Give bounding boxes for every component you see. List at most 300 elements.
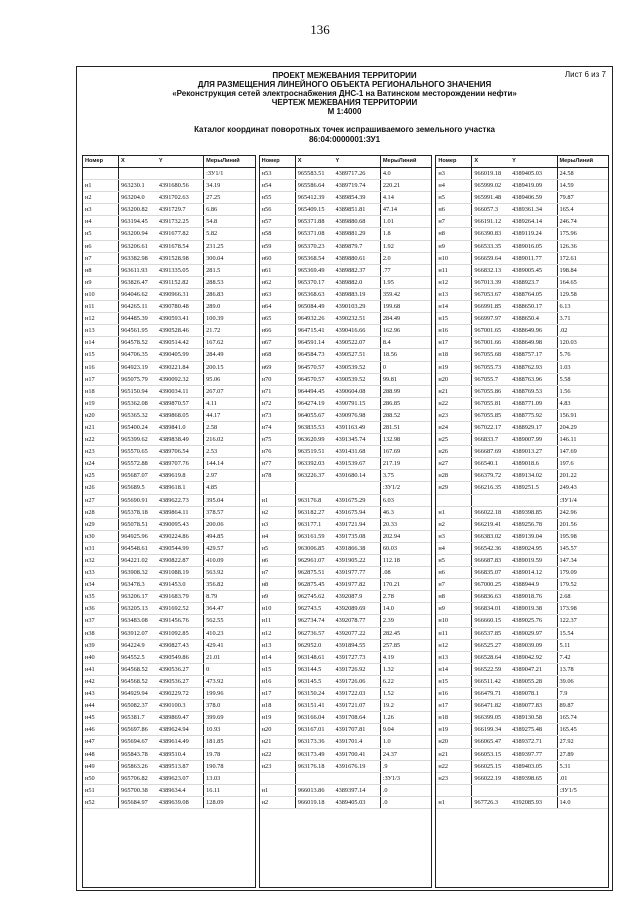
line-length: 429.57 — [203, 543, 255, 554]
coord-y: 4389883.19 — [335, 290, 366, 298]
coord-y: 4389623.07 — [158, 774, 189, 782]
drawing-title: ЧЕРТЕЖ МЕЖЕВАНИЯ ТЕРРИТОРИИ — [271, 98, 418, 107]
coord-y: 4390822.87 — [158, 557, 189, 564]
coord-y: 4390232.51 — [335, 315, 366, 323]
line-length: 1.8 — [380, 228, 432, 239]
coord-x: 964570.57 — [297, 363, 325, 371]
coord-y: 4390095.43 — [158, 520, 189, 528]
table-row — [83, 579, 255, 591]
line-length: 147.34 — [557, 555, 609, 566]
line-length: 170.21 — [380, 579, 432, 590]
coord-x: 966832.13 — [474, 266, 502, 274]
coord-x — [472, 495, 510, 506]
table-row — [260, 434, 432, 446]
coord-y: 4389868.05 — [158, 411, 189, 419]
line-length: 5.58 — [557, 374, 609, 385]
table-row — [260, 712, 432, 724]
coord-x: 965586.64 — [297, 182, 325, 190]
point-number: н17 — [436, 700, 472, 711]
coord-y: 4389134.02 — [512, 472, 543, 480]
coord-x: 963478.3 — [121, 581, 145, 589]
point-number: н48 — [83, 749, 119, 760]
point-number: н29 — [436, 482, 472, 493]
column-header — [260, 156, 432, 168]
line-length: 3.71 — [557, 313, 609, 324]
coord-x: 967013.39 — [474, 278, 502, 286]
point-number: н16 — [436, 325, 472, 336]
line-length: 1.03 — [557, 362, 609, 373]
point-number: н7 — [260, 567, 296, 578]
coord-x: 966383.02 — [474, 532, 502, 540]
coord-y: 4389706.54 — [158, 448, 189, 456]
coord-y: 4389055.28 — [512, 677, 543, 685]
point-number: н1 — [260, 785, 296, 796]
coord-y: 4391894.55 — [335, 641, 366, 649]
coord-y: 4391977.77 — [335, 569, 366, 577]
coord-y: 4388649.98 — [512, 339, 543, 347]
coord-x: 963620.99 — [297, 436, 325, 444]
point-number: н9 — [436, 241, 472, 252]
table-row — [436, 241, 608, 253]
coord-y: 4390827.43 — [158, 641, 189, 649]
coord-y: 4389024.95 — [512, 544, 543, 552]
coord-x: 964046.62 — [121, 290, 148, 298]
line-length: 1.0 — [380, 736, 432, 747]
project-title: ПРОЕКТ МЕЖЕВАНИЯ ТЕРРИТОРИИ — [272, 71, 417, 80]
line-length: 8.79 — [203, 591, 255, 602]
table-row — [260, 422, 432, 434]
line-length: :ЗУ1/1 — [203, 168, 255, 179]
point-number: н66 — [260, 325, 296, 336]
coord-y: 4390593.41 — [158, 315, 189, 323]
table-row — [260, 446, 432, 458]
table-row — [436, 313, 608, 325]
coord-y: 4389841.0 — [158, 423, 186, 431]
coord-x: 963194.45 — [121, 218, 148, 226]
header-number: Номер — [260, 156, 296, 167]
coord-x: 963148.61 — [297, 653, 325, 661]
coord-y: 4389264.14 — [512, 218, 543, 226]
table-row — [436, 712, 608, 724]
line-length: 4.11 — [203, 398, 255, 409]
line-length: 120.03 — [557, 337, 609, 348]
table-row — [83, 567, 255, 579]
coord-x: 963166.04 — [297, 714, 325, 722]
table-row — [436, 216, 608, 228]
table-row — [83, 325, 255, 337]
coord-x: 966013.86 — [297, 786, 325, 794]
line-length: 281.5 — [203, 265, 255, 276]
coord-x: 965843.78 — [121, 750, 148, 758]
coord-y: 4389880.61 — [335, 254, 366, 262]
coord-y: 4391092.85 — [158, 629, 189, 637]
coord-y: 4389018.76 — [512, 593, 543, 601]
point-number: н13 — [83, 325, 119, 336]
coord-y: 4388650.4 — [512, 315, 539, 323]
coord-x: 966687.69 — [474, 448, 502, 456]
table-row — [83, 736, 255, 748]
table-row — [83, 349, 255, 361]
coord-x: 966057.3 — [474, 206, 499, 214]
coord-x: 965684.97 — [121, 798, 148, 806]
table-row — [260, 216, 432, 228]
table-row — [83, 204, 255, 216]
coord-y: 4392087.9 — [335, 593, 363, 601]
line-length: 6.86 — [203, 204, 255, 215]
drawing-scale: М 1:4000 — [327, 107, 362, 116]
point-number: н77 — [260, 458, 296, 469]
coord-y: 4392085.93 — [512, 798, 543, 806]
point-number: н16 — [436, 688, 472, 699]
line-length: 4.14 — [380, 192, 432, 203]
table-row — [83, 785, 255, 797]
line-length: 10.93 — [203, 724, 255, 735]
coord-x: 966997.97 — [474, 315, 502, 323]
coord-x: 966834.01 — [474, 605, 502, 613]
coord-y: 4390780.48 — [158, 303, 189, 311]
point-number: н28 — [436, 470, 472, 481]
coord-y: 4390544.99 — [158, 544, 189, 552]
coord-x: 964485.39 — [121, 315, 148, 323]
table-row — [260, 204, 432, 216]
table-row — [436, 567, 608, 579]
table-row — [436, 652, 608, 664]
coord-y: 4391677.82 — [158, 230, 189, 238]
line-length: 0 — [380, 362, 432, 373]
coord-x: 966022.19 — [474, 774, 502, 782]
header-length: МерыЛиний — [203, 156, 255, 167]
point-number: н21 — [260, 736, 296, 747]
table-row — [260, 688, 432, 700]
point-number: н43 — [83, 688, 119, 699]
point-number: н3 — [83, 204, 119, 215]
coord-x — [472, 785, 510, 796]
point-number: н51 — [83, 785, 119, 796]
coord-y: 4391680.56 — [158, 182, 189, 190]
table-row — [436, 277, 608, 289]
coord-y: 4391335.05 — [158, 266, 189, 274]
coord-y: 4389717.26 — [335, 170, 366, 177]
point-number: н58 — [260, 228, 296, 239]
coord-x: 964055.67 — [297, 411, 325, 419]
line-length: :ЗУ1/4 — [557, 495, 609, 506]
coord-y: 4389130.58 — [512, 714, 543, 722]
point-number: н3 — [436, 531, 472, 542]
coord-x: 965700.38 — [121, 786, 148, 794]
line-length: 284.49 — [380, 313, 432, 324]
point-number: н9 — [83, 277, 119, 288]
catalog-column — [435, 155, 609, 888]
line-length: 198.84 — [557, 265, 609, 276]
coord-y: 4389882.37 — [335, 266, 366, 274]
coord-y: 4390527.51 — [335, 351, 366, 359]
table-row — [260, 241, 432, 253]
table-row — [260, 543, 432, 555]
point-number: н3 — [436, 168, 472, 179]
table-row — [260, 797, 432, 809]
line-length: :ЗУ1/5 — [557, 785, 609, 796]
point-number: н7 — [436, 579, 472, 590]
coord-x: 965572.88 — [121, 460, 148, 468]
coord-y: 4391528.98 — [158, 254, 189, 262]
point-number: н14 — [260, 652, 296, 663]
coord-x: 965381.7 — [121, 714, 145, 722]
coord-x: 965369.49 — [297, 266, 325, 274]
table-row — [260, 289, 432, 301]
coord-y: 4392089.69 — [335, 605, 366, 613]
line-length: 1.52 — [380, 688, 432, 699]
coord-y: 4391735.08 — [335, 532, 366, 540]
coord-y: 4389397.77 — [512, 750, 543, 758]
line-length: .02 — [557, 325, 609, 336]
coord-x: 967055.81 — [474, 399, 502, 407]
coord-x: 966199.34 — [474, 726, 502, 734]
point-number: н23 — [436, 410, 472, 421]
point-number: н61 — [260, 265, 296, 276]
coord-x: 967055.85 — [474, 411, 502, 419]
coord-y: 4388944.9 — [512, 581, 539, 589]
line-length: 167.62 — [203, 337, 255, 348]
point-number: н16 — [260, 676, 296, 687]
coord-y: 4389119.24 — [512, 230, 542, 238]
coord-x: 963908.32 — [121, 569, 148, 577]
table-row — [260, 301, 432, 313]
table-row — [83, 241, 255, 253]
point-number — [260, 773, 296, 784]
line-length: 286.83 — [203, 289, 255, 300]
coord-x: 965399.62 — [121, 436, 148, 444]
table-row — [83, 761, 255, 773]
line-length: 284.49 — [203, 349, 255, 360]
point-number: н27 — [436, 458, 472, 469]
coord-x — [119, 168, 157, 179]
coord-x: 964494.45 — [297, 387, 325, 395]
coord-x: 964561.95 — [121, 327, 148, 335]
coord-y: 4391722.03 — [335, 690, 366, 698]
point-number: н13 — [260, 640, 296, 651]
line-length: 14.0 — [557, 797, 609, 808]
table-row — [260, 567, 432, 579]
table-row — [260, 458, 432, 470]
coord-y: 4389864.11 — [158, 508, 189, 516]
table-row — [436, 615, 608, 627]
table-row — [83, 640, 255, 652]
coord-y: 4389622.73 — [158, 496, 189, 504]
coord-y: 4389619.8 — [158, 472, 186, 480]
line-length: 494.85 — [203, 531, 255, 542]
line-length: 242.96 — [557, 507, 609, 518]
line-length: 204.29 — [557, 422, 609, 433]
coord-x: 962952.0 — [297, 641, 322, 649]
coord-x: 963483.08 — [121, 617, 148, 625]
point-number: н5 — [83, 228, 119, 239]
point-number — [83, 168, 119, 179]
coord-x: 965075.79 — [121, 375, 148, 383]
point-number: н20 — [83, 410, 119, 421]
table-row — [83, 470, 255, 482]
line-length: 181.85 — [203, 736, 255, 747]
line-length: .0 — [380, 785, 432, 796]
coord-y: 4390549.86 — [158, 653, 189, 661]
coord-y: 4389016.05 — [512, 242, 543, 250]
table-row — [436, 785, 608, 797]
line-length: 288.99 — [380, 386, 432, 397]
coord-y: 4389854.39 — [335, 194, 366, 202]
table-row — [436, 192, 608, 204]
point-number: н19 — [436, 362, 472, 373]
line-length: 6.13 — [557, 301, 609, 312]
coord-x: 964568.52 — [121, 665, 148, 673]
point-number: н4 — [436, 180, 472, 191]
line-length: .01 — [557, 773, 609, 784]
line-length: 21.72 — [203, 325, 255, 336]
coord-y: 4391088.19 — [158, 569, 189, 577]
coord-x: 965697.86 — [121, 726, 148, 734]
coord-x: 963835.53 — [297, 423, 325, 431]
line-length: 359.42 — [380, 289, 432, 300]
table-row — [260, 495, 432, 507]
point-number: н21 — [83, 422, 119, 433]
table-row — [83, 749, 255, 761]
line-length: 216.02 — [203, 434, 255, 445]
coord-y: 4391675.94 — [335, 508, 366, 516]
coord-x: 965078.51 — [121, 520, 148, 528]
point-number: н69 — [260, 362, 296, 373]
line-length: 167.69 — [380, 446, 432, 457]
table-row — [260, 374, 432, 386]
table-row — [260, 265, 432, 277]
table-row — [260, 676, 432, 688]
line-length: :ЗУ1/2 — [380, 482, 432, 493]
coord-x: 964923.19 — [121, 363, 148, 371]
table-row — [436, 168, 608, 180]
table-row — [83, 628, 255, 640]
coord-x — [296, 773, 334, 784]
table-row — [260, 277, 432, 289]
coord-y: 4389011.77 — [512, 254, 542, 262]
table-row — [83, 228, 255, 240]
coord-y: 4389403.05 — [512, 762, 543, 770]
line-length: 7.9 — [557, 688, 609, 699]
point-number: н10 — [83, 289, 119, 300]
point-number: н24 — [83, 458, 119, 469]
line-length: 5.82 — [203, 228, 255, 239]
table-row — [260, 470, 432, 482]
point-number: н21 — [436, 749, 472, 760]
line-length: 27.92 — [557, 736, 609, 747]
table-row — [260, 724, 432, 736]
point-number: н76 — [260, 446, 296, 457]
table-row — [436, 349, 608, 361]
header-length: МерыЛиний — [380, 156, 432, 167]
coord-y: 4390092.32 — [158, 375, 189, 383]
coord-y: 4391539.67 — [335, 460, 366, 468]
line-length: 129.58 — [557, 289, 609, 300]
table-row — [436, 640, 608, 652]
coord-x: 962745.62 — [297, 593, 325, 601]
coord-y: 4390528.46 — [158, 327, 189, 335]
table-row — [436, 228, 608, 240]
coord-y: 4391456.76 — [158, 617, 189, 625]
header-length: МерыЛиний — [557, 156, 609, 167]
line-length: 19.2 — [380, 700, 432, 711]
line-length: 3.75 — [380, 470, 432, 481]
coord-x: 966528.64 — [474, 653, 502, 661]
coord-x: 962875.45 — [297, 581, 325, 589]
coord-x: 962875.51 — [297, 569, 325, 577]
point-number: н7 — [83, 253, 119, 264]
line-length: 95.06 — [203, 374, 255, 385]
point-number: н68 — [260, 349, 296, 360]
table-row — [83, 458, 255, 470]
coord-y: 4390539.52 — [335, 363, 366, 371]
coord-y: 4390976.98 — [335, 411, 366, 419]
table-row — [436, 434, 608, 446]
line-length: 165.74 — [557, 712, 609, 723]
table-row — [436, 180, 608, 192]
point-number: н1 — [260, 495, 296, 506]
point-number: н22 — [436, 398, 472, 409]
coord-x: 966379.72 — [474, 472, 502, 480]
line-length: 1.01 — [380, 216, 432, 227]
line-length: 364.47 — [203, 603, 255, 614]
line-length: 410.09 — [203, 555, 255, 566]
table-row — [436, 797, 608, 809]
coord-x: 963206.61 — [121, 242, 148, 250]
point-number: н18 — [436, 712, 472, 723]
coord-y: 4388649.96 — [512, 327, 543, 335]
coord-x: 964274.19 — [297, 399, 325, 407]
coord-y: 4389881.29 — [335, 230, 366, 238]
line-length: 79.87 — [557, 192, 609, 203]
coord-x: 966191.12 — [474, 218, 502, 226]
point-number: н55 — [260, 192, 296, 203]
line-length: 286.85 — [380, 398, 432, 409]
point-number: н78 — [260, 470, 296, 481]
line-length: 257.85 — [380, 640, 432, 651]
coord-y: 4389639.08 — [158, 798, 189, 806]
point-number: н74 — [260, 422, 296, 433]
line-length: 2.68 — [557, 591, 609, 602]
line-length: 562.55 — [203, 615, 255, 626]
line-length: 246.74 — [557, 216, 609, 227]
page-number: 136 — [310, 22, 330, 37]
table-row — [260, 615, 432, 627]
line-length: 54.8 — [203, 216, 255, 227]
table-row — [436, 398, 608, 410]
parcel-number: 86:04:0000001:ЗУ1 — [308, 135, 381, 144]
point-number: н8 — [436, 591, 472, 602]
point-number: н63 — [260, 289, 296, 300]
coord-y: 4390604.08 — [335, 387, 366, 395]
coord-y: 4389014.12 — [512, 569, 543, 577]
coord-y: 4391721.94 — [335, 520, 366, 528]
line-length: 99.81 — [380, 374, 432, 385]
coord-y: 4389398.65 — [512, 774, 543, 782]
point-number: н1 — [83, 180, 119, 191]
table-row — [260, 362, 432, 374]
line-length: 24.37 — [380, 749, 432, 760]
table-row — [83, 289, 255, 301]
point-number: н13 — [436, 289, 472, 300]
table-row — [436, 724, 608, 736]
coord-x: 962961.07 — [297, 557, 325, 564]
coord-x: 964570.57 — [297, 375, 325, 383]
coord-x: 966025.15 — [474, 762, 502, 770]
coord-y: 4389707.76 — [158, 460, 189, 468]
table-row — [83, 700, 255, 712]
coord-x: 966216.35 — [474, 484, 502, 492]
